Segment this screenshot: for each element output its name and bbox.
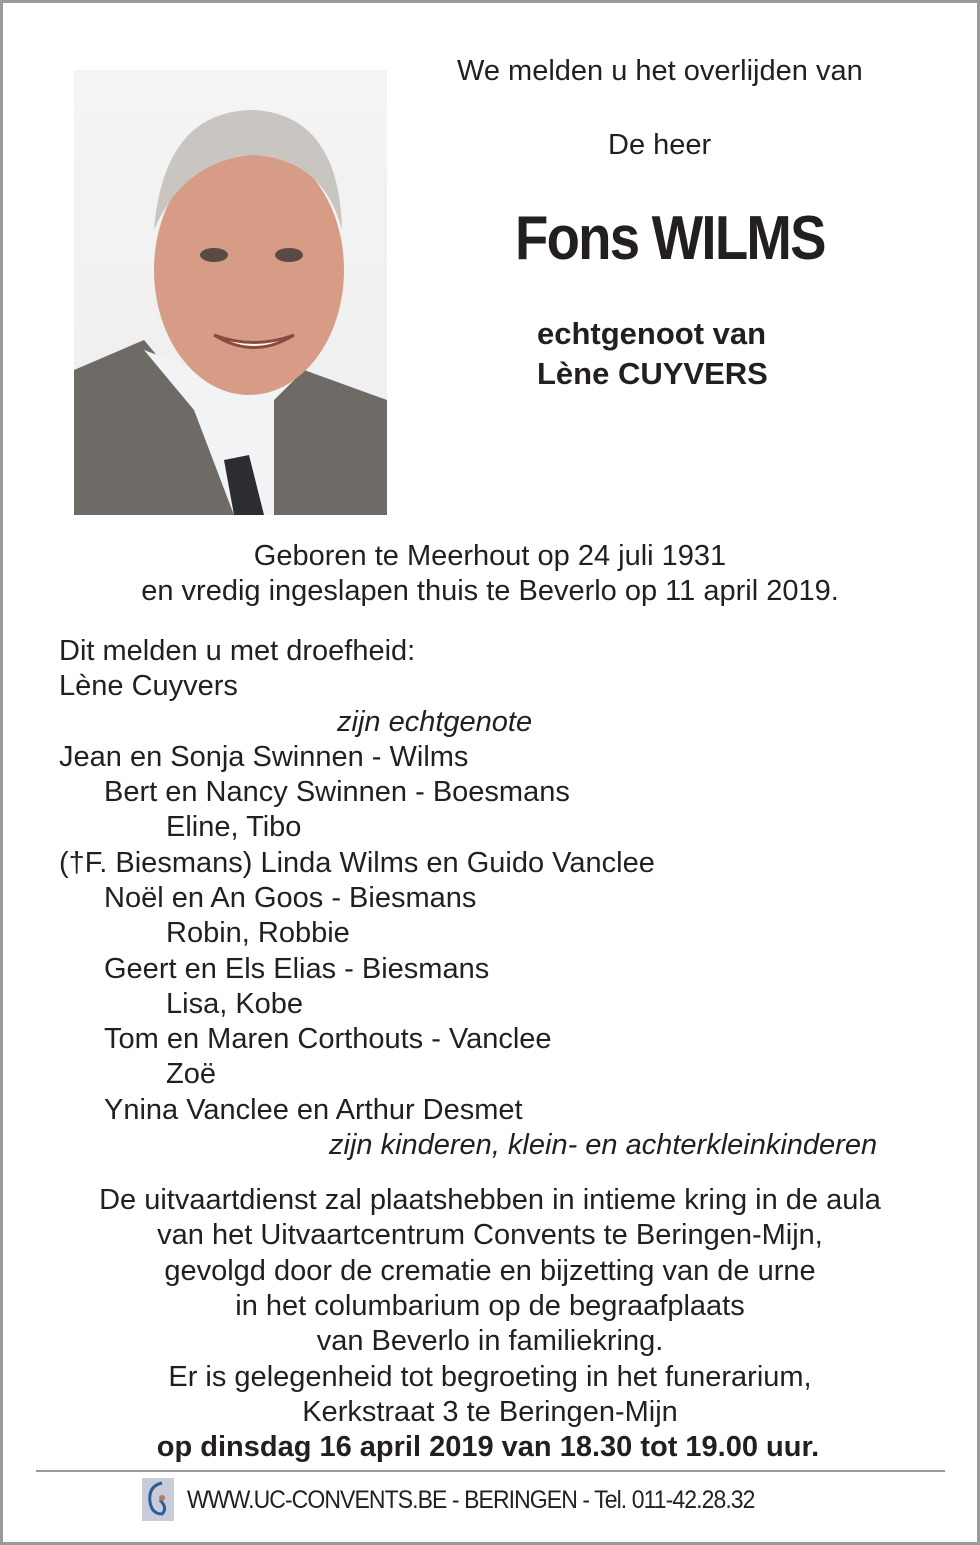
- family-line: Bert en Nancy Swinnen - Boesmans: [104, 776, 570, 808]
- funeral-home-logo: [142, 1478, 174, 1521]
- service-line: van het Uitvaartcentrum Convents te Beringen-Mijn,: [157, 1219, 823, 1251]
- service-line: Kerkstraat 3 te Beringen-Mijn: [302, 1396, 678, 1428]
- family-intro: Dit melden u met droefheid:: [59, 635, 416, 667]
- salutation: De heer: [608, 129, 712, 161]
- family-role: zijn kinderen, klein- en achterkleinkinderen: [329, 1129, 878, 1161]
- family-line: Robin, Robbie: [166, 917, 350, 949]
- family-line: Ynina Vanclee en Arthur Desmet: [104, 1094, 523, 1126]
- family-line: Noël en An Goos - Biesmans: [104, 882, 477, 914]
- family-line: Tom en Maren Corthouts - Vanclee: [104, 1023, 552, 1055]
- family-line: Lène Cuyvers: [59, 670, 238, 702]
- service-line: De uitvaartdienst zal plaatshebben in intieme kring in de aula: [99, 1184, 881, 1216]
- family-line: Geert en Els Elias - Biesmans: [104, 953, 490, 985]
- family-line: Zoë: [166, 1058, 216, 1090]
- family-line: Eline, Tibo: [166, 811, 302, 843]
- service-line: van Beverlo in familiekring.: [316, 1325, 664, 1357]
- service-line: Er is gelegenheid tot begroeting in het funerarium,: [168, 1361, 812, 1393]
- death-line: en vredig ingeslapen thuis te Beverlo op 11 april 2019.: [141, 575, 839, 607]
- spouse-line-2: Lène CUYVERS: [537, 356, 768, 391]
- family-role: zijn echtgenote: [337, 706, 533, 738]
- service-line: gevolgd door de crematie en bijzetting van de urne: [164, 1255, 816, 1287]
- intro-text: We melden u het overlijden van: [457, 55, 863, 87]
- visitation-time: op dinsdag 16 april 2019 van 18.30 tot 19.00 uur.: [156, 1431, 820, 1463]
- divider: [36, 1470, 945, 1472]
- service-line: in het columbarium op de begraafplaats: [235, 1290, 745, 1322]
- footer-contact: WWW.UC-CONVENTS.BE - BERINGEN - Tel. 011-42.28.32: [187, 1486, 755, 1514]
- family-line: (†F. Biesmans) Linda Wilms en Guido Vanclee: [59, 847, 655, 879]
- deceased-name: Fons WILMS: [515, 204, 825, 273]
- birth-line: Geboren te Meerhout op 24 juli 1931: [253, 540, 727, 572]
- portrait-photo: [74, 70, 387, 515]
- family-line: Jean en Sonja Swinnen - Wilms: [59, 741, 469, 773]
- family-line: Lisa, Kobe: [166, 988, 304, 1020]
- spouse-line-1: echtgenoot van: [537, 316, 767, 351]
